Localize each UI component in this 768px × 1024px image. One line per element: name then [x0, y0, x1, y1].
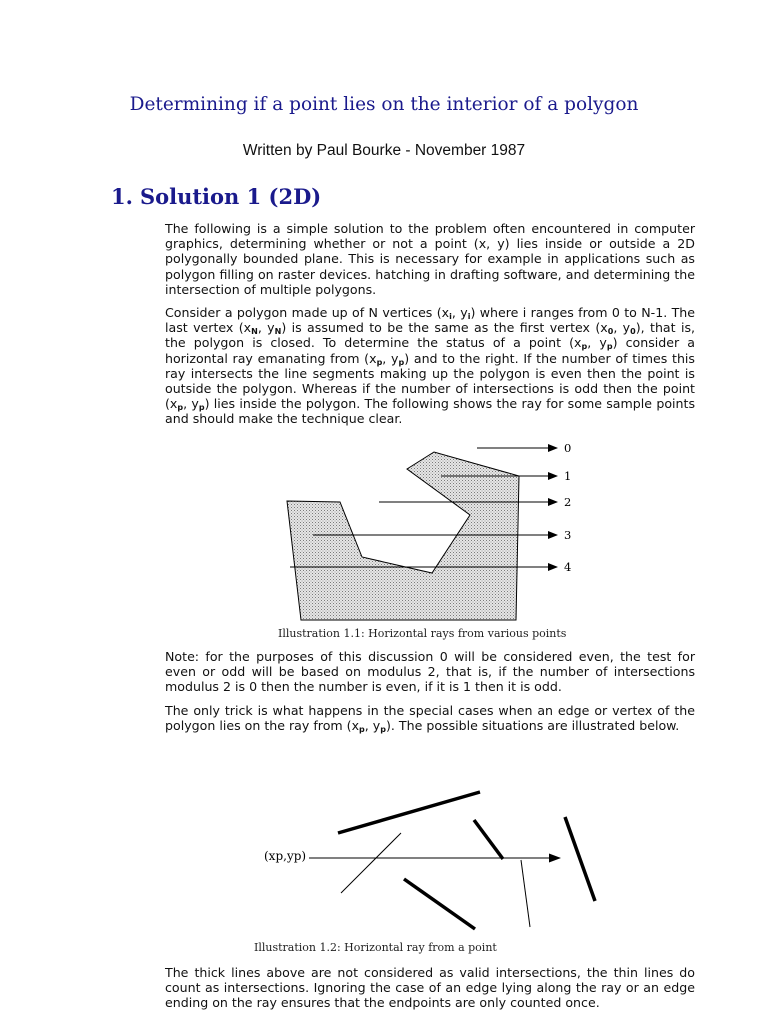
- section-heading: [111, 184, 321, 209]
- ray-label-3: 3: [564, 528, 572, 542]
- figure2-caption: Illustration 1.2: Horizontal ray from a point: [254, 941, 497, 954]
- special-cases-paragraph: The only trick is what happens in the special cases when an edge or vertex of the polygon lies on the ray from ($x_p$, $y_p$). The possible situations are illustrated below.: [165, 703, 695, 735]
- thin-edge-right: [521, 860, 530, 927]
- ray-label-2: 2: [564, 495, 572, 509]
- thick-edge-top: [338, 792, 480, 833]
- thin-edge-left: [341, 833, 401, 893]
- intro-paragraph: The following is a simple solution to the problem often encountered in computer graphics, determining whether or not a point (x, y) lies inside or outside a 2D polygonally bounded plane. This is necessary for example in applications such as polygon filling on raster devices. hatching in drafting software, and determining the intersection of multiple polygons.: [165, 221, 695, 297]
- byline: Written by Paul Bourke - November 1987: [242, 142, 526, 159]
- thick-edge-right: [565, 817, 595, 901]
- thick-edge-lower: [404, 879, 475, 929]
- section-number: 1.: [111, 184, 133, 209]
- conclusion-paragraph: The thick lines above are not considered as valid intersections, the thin lines do count as intersections. Ignoring the case of an edge lying along the ray or an edge ending on the ray ensures that the endpoints are only counted once.: [165, 965, 695, 1011]
- ray-label-1: 1: [564, 469, 572, 483]
- ray-label-4: 4: [564, 560, 572, 574]
- polygon-shape: [287, 452, 519, 620]
- document-title: Determining if a point lies on the interior of a polygon: [129, 94, 639, 115]
- note-paragraph: Note: for the purposes of this discussion 0 will be considered even, the test for even or odd will be based on modulus 2, that is, if the number of intersections modulus 2 is 0 then the number is even, if it is 1 then it is odd.: [165, 649, 695, 695]
- section-title: Solution 1 (2D): [139, 184, 322, 209]
- point-label: (xp,yp): [264, 849, 307, 863]
- method-paragraph: Consider a polygon made up of N vertices ($x_i$, $y_i$) where i ranges from 0 to N-1. The last vertex ($x_N$, $y_N$) is assumed to be the same as the first vertex ($x_0$, $y_0$), that is, the polygon is closed. To determine the status of a point ($x_p$, $y_p$) consider a horizontal ray emanating from ($x_p$, $y_p$) and to the right. If the number of times this ray intersects the line segments making up the polygon is even then the point is outside the polygon. Whereas if the number of intersections is odd then the point ($x_p$, $y_p$) lies inside the polygon. The following shows the ray for some sample points and should make the technique clear.: [165, 305, 696, 427]
- ray-label-0: 0: [564, 441, 572, 455]
- thick-edge-mid: [474, 820, 503, 859]
- figure1-caption: Illustration 1.1: Horizontal rays from various points: [278, 627, 567, 640]
